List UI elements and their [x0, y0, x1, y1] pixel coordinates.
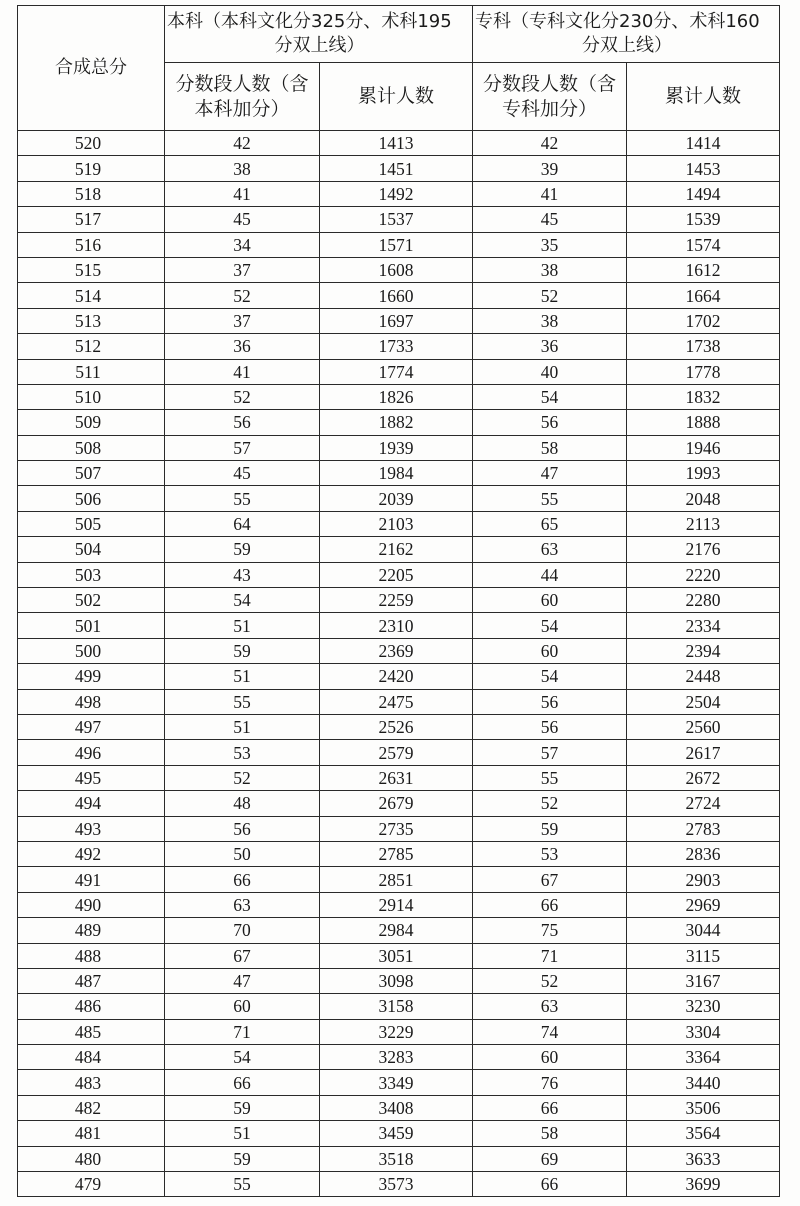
- undergrad-cumulative-cell: 2310: [320, 613, 473, 638]
- junior-segment-cell: 56: [473, 689, 627, 714]
- junior-segment-cell: 54: [473, 664, 627, 689]
- header-junior-cumulative: [627, 63, 780, 131]
- total-score-cell: 500: [18, 638, 165, 663]
- table-row: [18, 537, 780, 562]
- undergrad-segment-cell: 66: [165, 1070, 320, 1095]
- undergrad-segment-cell: 66: [165, 867, 320, 892]
- total-score-cell: 484: [18, 1045, 165, 1070]
- total-score-cell: 503: [18, 562, 165, 587]
- undergrad-cumulative-cell: 1826: [320, 384, 473, 409]
- total-score-cell: 492: [18, 841, 165, 866]
- total-score-cell: 502: [18, 588, 165, 613]
- header-junior: [473, 6, 780, 63]
- table-row: [18, 1172, 780, 1197]
- junior-cumulative-cell: 2048: [627, 486, 780, 511]
- junior-segment-cell: 71: [473, 943, 627, 968]
- junior-segment-cell: 38: [473, 308, 627, 333]
- header-junior-cumulative-label: 累计人数: [664, 85, 741, 107]
- total-score-cell: 508: [18, 435, 165, 460]
- junior-cumulative-cell: 2672: [627, 765, 780, 790]
- header-junior-segment-line1: 分数段人数（含: [482, 72, 616, 95]
- table-row: [18, 486, 780, 511]
- undergrad-segment-cell: 51: [165, 613, 320, 638]
- undergrad-cumulative-cell: 2631: [320, 765, 473, 790]
- table-row: [18, 334, 780, 359]
- table-row: [18, 765, 780, 790]
- junior-cumulative-cell: 1993: [627, 461, 780, 486]
- table-row: [18, 181, 780, 206]
- undergrad-cumulative-cell: 2735: [320, 816, 473, 841]
- junior-cumulative-cell: 1612: [627, 257, 780, 282]
- undergrad-segment-cell: 38: [165, 156, 320, 181]
- total-score-cell: 506: [18, 486, 165, 511]
- total-score-cell: 512: [18, 334, 165, 359]
- undergrad-cumulative-cell: 2039: [320, 486, 473, 511]
- undergrad-segment-cell: 67: [165, 943, 320, 968]
- junior-cumulative-cell: 2903: [627, 867, 780, 892]
- table-row: [18, 131, 780, 156]
- junior-segment-cell: 41: [473, 181, 627, 206]
- total-score-cell: 493: [18, 816, 165, 841]
- undergrad-cumulative-cell: 2420: [320, 664, 473, 689]
- total-score-cell: 509: [18, 410, 165, 435]
- undergrad-cumulative-cell: 3283: [320, 1045, 473, 1070]
- header-junior-segment-line2: 专科加分）: [501, 97, 597, 120]
- total-score-cell: 520: [18, 131, 165, 156]
- table-row: [18, 867, 780, 892]
- undergrad-segment-cell: 54: [165, 1045, 320, 1070]
- junior-segment-cell: 75: [473, 918, 627, 943]
- undergrad-cumulative-cell: 1660: [320, 283, 473, 308]
- junior-cumulative-cell: 1946: [627, 435, 780, 460]
- table-row: [18, 613, 780, 638]
- table-row: [18, 232, 780, 257]
- table-row: [18, 410, 780, 435]
- undergrad-segment-cell: 42: [165, 131, 320, 156]
- total-score-cell: 488: [18, 943, 165, 968]
- header-junior-line1: 专科（专科文化分230分、术科160: [475, 11, 760, 32]
- table-row: [18, 638, 780, 663]
- junior-cumulative-cell: 2448: [627, 664, 780, 689]
- table-row: [18, 207, 780, 232]
- header-undergrad-line1: 本科（本科文化分325分、术科195: [167, 11, 452, 32]
- undergrad-cumulative-cell: 2103: [320, 511, 473, 536]
- total-score-cell: 490: [18, 892, 165, 917]
- table-row: [18, 841, 780, 866]
- table-row: [18, 1019, 780, 1044]
- junior-segment-cell: 76: [473, 1070, 627, 1095]
- undergrad-segment-cell: 64: [165, 511, 320, 536]
- undergrad-cumulative-cell: 2259: [320, 588, 473, 613]
- undergrad-segment-cell: 51: [165, 664, 320, 689]
- junior-segment-cell: 53: [473, 841, 627, 866]
- undergrad-segment-cell: 45: [165, 461, 320, 486]
- undergrad-segment-cell: 57: [165, 435, 320, 460]
- undergrad-segment-cell: 48: [165, 791, 320, 816]
- header-undergrad-cumulative: [320, 63, 473, 131]
- header-total-score: [18, 6, 165, 131]
- junior-cumulative-cell: 3044: [627, 918, 780, 943]
- junior-cumulative-cell: 2560: [627, 714, 780, 739]
- total-score-cell: 510: [18, 384, 165, 409]
- junior-cumulative-cell: 2836: [627, 841, 780, 866]
- table-row: [18, 918, 780, 943]
- undergrad-cumulative-cell: 1733: [320, 334, 473, 359]
- junior-cumulative-cell: 3633: [627, 1146, 780, 1171]
- undergrad-cumulative-cell: 2369: [320, 638, 473, 663]
- junior-segment-cell: 40: [473, 359, 627, 384]
- undergrad-cumulative-cell: 3573: [320, 1172, 473, 1197]
- total-score-cell: 515: [18, 257, 165, 282]
- undergrad-segment-cell: 70: [165, 918, 320, 943]
- undergrad-cumulative-cell: 2851: [320, 867, 473, 892]
- table-row: [18, 461, 780, 486]
- undergrad-segment-cell: 60: [165, 994, 320, 1019]
- undergrad-cumulative-cell: 1882: [320, 410, 473, 435]
- table-row: [18, 156, 780, 181]
- total-score-cell: 499: [18, 664, 165, 689]
- junior-cumulative-cell: 3364: [627, 1045, 780, 1070]
- header-total-score-label: 合成总分: [55, 57, 127, 78]
- total-score-cell: 481: [18, 1121, 165, 1146]
- undergrad-cumulative-cell: 1697: [320, 308, 473, 333]
- undergrad-segment-cell: 63: [165, 892, 320, 917]
- total-score-cell: 495: [18, 765, 165, 790]
- undergrad-cumulative-cell: 2914: [320, 892, 473, 917]
- undergrad-cumulative-cell: 2984: [320, 918, 473, 943]
- junior-cumulative-cell: 2724: [627, 791, 780, 816]
- total-score-cell: 517: [18, 207, 165, 232]
- table-row: [18, 689, 780, 714]
- header-undergrad-line2: 分双上线）: [274, 35, 365, 56]
- undergrad-segment-cell: 52: [165, 765, 320, 790]
- junior-cumulative-cell: 3230: [627, 994, 780, 1019]
- total-score-cell: 483: [18, 1070, 165, 1095]
- junior-cumulative-cell: 3440: [627, 1070, 780, 1095]
- undergrad-cumulative-cell: 2205: [320, 562, 473, 587]
- undergrad-cumulative-cell: 3408: [320, 1095, 473, 1120]
- total-score-cell: 494: [18, 791, 165, 816]
- junior-cumulative-cell: 1664: [627, 283, 780, 308]
- header-undergrad-segment-line2: 本科加分）: [194, 97, 290, 120]
- undergrad-segment-cell: 37: [165, 257, 320, 282]
- table-row: [18, 714, 780, 739]
- undergrad-cumulative-cell: 2526: [320, 714, 473, 739]
- junior-segment-cell: 54: [473, 384, 627, 409]
- undergrad-segment-cell: 52: [165, 384, 320, 409]
- junior-segment-cell: 38: [473, 257, 627, 282]
- table-row: [18, 384, 780, 409]
- undergrad-segment-cell: 51: [165, 714, 320, 739]
- undergrad-cumulative-cell: 1939: [320, 435, 473, 460]
- undergrad-segment-cell: 50: [165, 841, 320, 866]
- header-undergrad: [165, 6, 473, 63]
- total-score-cell: 486: [18, 994, 165, 1019]
- junior-cumulative-cell: 2617: [627, 740, 780, 765]
- undergrad-segment-cell: 59: [165, 537, 320, 562]
- undergrad-segment-cell: 55: [165, 1172, 320, 1197]
- undergrad-segment-cell: 47: [165, 968, 320, 993]
- table-row: [18, 1121, 780, 1146]
- total-score-cell: 496: [18, 740, 165, 765]
- undergrad-cumulative-cell: 3459: [320, 1121, 473, 1146]
- undergrad-cumulative-cell: 1537: [320, 207, 473, 232]
- junior-segment-cell: 60: [473, 1045, 627, 1070]
- undergrad-segment-cell: 34: [165, 232, 320, 257]
- header-junior-line2: 分双上线）: [582, 35, 672, 56]
- undergrad-cumulative-cell: 2475: [320, 689, 473, 714]
- total-score-cell: 498: [18, 689, 165, 714]
- total-score-cell: 507: [18, 461, 165, 486]
- table-row: [18, 588, 780, 613]
- junior-segment-cell: 52: [473, 283, 627, 308]
- junior-segment-cell: 56: [473, 714, 627, 739]
- table-row: [18, 791, 780, 816]
- table-row: [18, 1095, 780, 1120]
- undergrad-segment-cell: 41: [165, 181, 320, 206]
- table-row: [18, 968, 780, 993]
- undergrad-cumulative-cell: 3349: [320, 1070, 473, 1095]
- junior-segment-cell: 65: [473, 511, 627, 536]
- junior-cumulative-cell: 2280: [627, 588, 780, 613]
- junior-segment-cell: 42: [473, 131, 627, 156]
- junior-segment-cell: 36: [473, 334, 627, 359]
- junior-segment-cell: 55: [473, 765, 627, 790]
- junior-cumulative-cell: 1888: [627, 410, 780, 435]
- table-row: [18, 257, 780, 282]
- total-score-cell: 480: [18, 1146, 165, 1171]
- junior-segment-cell: 66: [473, 892, 627, 917]
- undergrad-segment-cell: 59: [165, 638, 320, 663]
- junior-segment-cell: 66: [473, 1172, 627, 1197]
- junior-cumulative-cell: 1539: [627, 207, 780, 232]
- junior-segment-cell: 55: [473, 486, 627, 511]
- undergrad-segment-cell: 53: [165, 740, 320, 765]
- total-score-cell: 489: [18, 918, 165, 943]
- junior-cumulative-cell: 1778: [627, 359, 780, 384]
- undergrad-segment-cell: 36: [165, 334, 320, 359]
- junior-segment-cell: 56: [473, 410, 627, 435]
- total-score-cell: 501: [18, 613, 165, 638]
- junior-cumulative-cell: 2334: [627, 613, 780, 638]
- junior-cumulative-cell: 3699: [627, 1172, 780, 1197]
- undergrad-segment-cell: 45: [165, 207, 320, 232]
- junior-segment-cell: 44: [473, 562, 627, 587]
- table-row: [18, 994, 780, 1019]
- undergrad-cumulative-cell: 3051: [320, 943, 473, 968]
- header-undergrad-cumulative-label: 累计人数: [357, 85, 434, 107]
- undergrad-cumulative-cell: 1608: [320, 257, 473, 282]
- undergrad-cumulative-cell: 2162: [320, 537, 473, 562]
- junior-segment-cell: 74: [473, 1019, 627, 1044]
- undergrad-segment-cell: 71: [165, 1019, 320, 1044]
- junior-cumulative-cell: 1574: [627, 232, 780, 257]
- table-row: [18, 816, 780, 841]
- undergrad-segment-cell: 54: [165, 588, 320, 613]
- undergrad-cumulative-cell: 2785: [320, 841, 473, 866]
- junior-segment-cell: 52: [473, 791, 627, 816]
- undergrad-cumulative-cell: 2579: [320, 740, 473, 765]
- junior-cumulative-cell: 1494: [627, 181, 780, 206]
- total-score-cell: 505: [18, 511, 165, 536]
- total-score-cell: 511: [18, 359, 165, 384]
- junior-segment-cell: 67: [473, 867, 627, 892]
- undergrad-cumulative-cell: 1413: [320, 131, 473, 156]
- junior-segment-cell: 60: [473, 638, 627, 663]
- junior-segment-cell: 35: [473, 232, 627, 257]
- total-score-cell: 514: [18, 283, 165, 308]
- score-distribution-table: [17, 5, 780, 1197]
- junior-cumulative-cell: 2220: [627, 562, 780, 587]
- undergrad-segment-cell: 59: [165, 1095, 320, 1120]
- junior-segment-cell: 60: [473, 588, 627, 613]
- undergrad-cumulative-cell: 3229: [320, 1019, 473, 1044]
- junior-cumulative-cell: 1832: [627, 384, 780, 409]
- total-score-cell: 485: [18, 1019, 165, 1044]
- junior-segment-cell: 59: [473, 816, 627, 841]
- total-score-cell: 513: [18, 308, 165, 333]
- junior-cumulative-cell: 2969: [627, 892, 780, 917]
- table-row: [18, 1070, 780, 1095]
- table-row: [18, 511, 780, 536]
- undergrad-cumulative-cell: 1451: [320, 156, 473, 181]
- junior-segment-cell: 54: [473, 613, 627, 638]
- junior-cumulative-cell: 3506: [627, 1095, 780, 1120]
- junior-cumulative-cell: 3304: [627, 1019, 780, 1044]
- table-row: [18, 892, 780, 917]
- junior-cumulative-cell: 3167: [627, 968, 780, 993]
- junior-segment-cell: 39: [473, 156, 627, 181]
- table-row: [18, 740, 780, 765]
- junior-cumulative-cell: 2504: [627, 689, 780, 714]
- undergrad-segment-cell: 55: [165, 689, 320, 714]
- total-score-cell: 518: [18, 181, 165, 206]
- junior-segment-cell: 66: [473, 1095, 627, 1120]
- undergrad-cumulative-cell: 3158: [320, 994, 473, 1019]
- total-score-cell: 519: [18, 156, 165, 181]
- junior-cumulative-cell: 2113: [627, 511, 780, 536]
- total-score-cell: 504: [18, 537, 165, 562]
- table-row: [18, 435, 780, 460]
- undergrad-cumulative-cell: 1984: [320, 461, 473, 486]
- total-score-cell: 516: [18, 232, 165, 257]
- undergrad-segment-cell: 56: [165, 410, 320, 435]
- total-score-cell: 482: [18, 1095, 165, 1120]
- junior-cumulative-cell: 2176: [627, 537, 780, 562]
- junior-cumulative-cell: 3115: [627, 943, 780, 968]
- junior-segment-cell: 45: [473, 207, 627, 232]
- junior-cumulative-cell: 2783: [627, 816, 780, 841]
- junior-segment-cell: 63: [473, 537, 627, 562]
- undergrad-cumulative-cell: 1571: [320, 232, 473, 257]
- undergrad-segment-cell: 51: [165, 1121, 320, 1146]
- junior-cumulative-cell: 1738: [627, 334, 780, 359]
- undergrad-segment-cell: 59: [165, 1146, 320, 1171]
- junior-segment-cell: 57: [473, 740, 627, 765]
- table-row: [18, 562, 780, 587]
- undergrad-cumulative-cell: 2679: [320, 791, 473, 816]
- junior-segment-cell: 69: [473, 1146, 627, 1171]
- undergrad-cumulative-cell: 1774: [320, 359, 473, 384]
- junior-segment-cell: 63: [473, 994, 627, 1019]
- table-row: [18, 1045, 780, 1070]
- total-score-cell: 487: [18, 968, 165, 993]
- junior-cumulative-cell: 1702: [627, 308, 780, 333]
- table-row: [18, 308, 780, 333]
- undergrad-segment-cell: 43: [165, 562, 320, 587]
- undergrad-cumulative-cell: 1492: [320, 181, 473, 206]
- table-body: [18, 131, 780, 1197]
- junior-segment-cell: 58: [473, 435, 627, 460]
- undergrad-segment-cell: 41: [165, 359, 320, 384]
- header-undergrad-segment: [165, 63, 320, 131]
- table-row: [18, 1146, 780, 1171]
- junior-cumulative-cell: 2394: [627, 638, 780, 663]
- table-row: [18, 283, 780, 308]
- junior-cumulative-cell: 1414: [627, 131, 780, 156]
- total-score-cell: 479: [18, 1172, 165, 1197]
- table-row: [18, 664, 780, 689]
- header-junior-segment: [473, 63, 627, 131]
- undergrad-segment-cell: 55: [165, 486, 320, 511]
- undergrad-segment-cell: 56: [165, 816, 320, 841]
- undergrad-cumulative-cell: 3098: [320, 968, 473, 993]
- junior-segment-cell: 58: [473, 1121, 627, 1146]
- table-row: [18, 943, 780, 968]
- junior-cumulative-cell: 3564: [627, 1121, 780, 1146]
- undergrad-segment-cell: 37: [165, 308, 320, 333]
- total-score-cell: 497: [18, 714, 165, 739]
- junior-cumulative-cell: 1453: [627, 156, 780, 181]
- junior-segment-cell: 47: [473, 461, 627, 486]
- undergrad-cumulative-cell: 3518: [320, 1146, 473, 1171]
- header-undergrad-segment-line1: 分数段人数（含: [175, 72, 309, 95]
- junior-segment-cell: 52: [473, 968, 627, 993]
- table-row: [18, 359, 780, 384]
- undergrad-segment-cell: 52: [165, 283, 320, 308]
- total-score-cell: 491: [18, 867, 165, 892]
